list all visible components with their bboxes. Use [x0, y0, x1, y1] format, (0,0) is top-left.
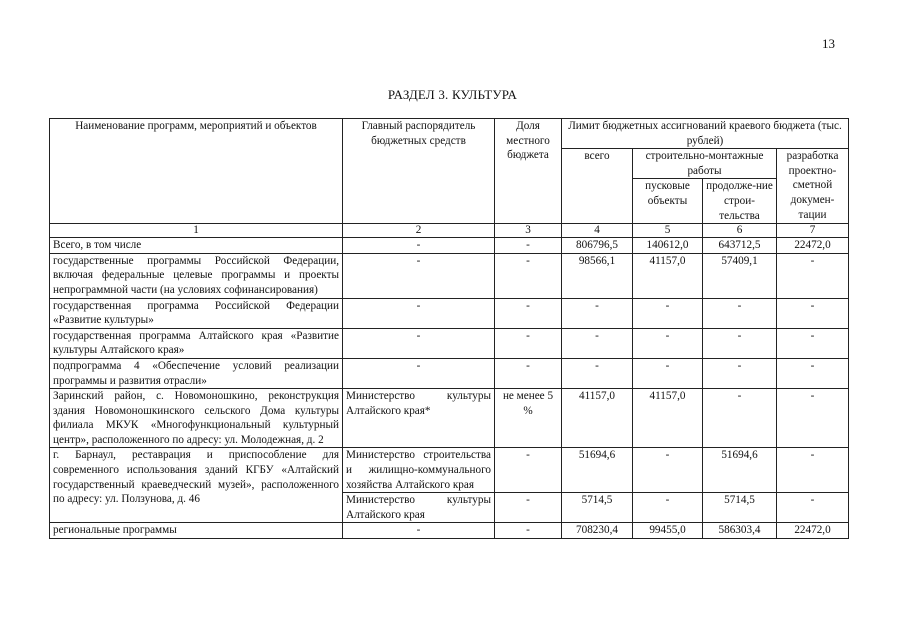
row-manager: Министерство культуры Алтайского края	[343, 493, 495, 523]
row-total: -	[562, 358, 633, 388]
row-design: -	[777, 298, 849, 328]
header-design: разработка проектно-сметной докумен-тации	[777, 149, 849, 224]
row-design: -	[777, 328, 849, 358]
row-manager: Министерство строительства и жилищно-коммунального хозяйства Алтайского края	[343, 448, 495, 493]
row-design: -	[777, 358, 849, 388]
row-local-share: -	[495, 358, 562, 388]
row-design: -	[777, 448, 849, 493]
header-continuing: продолже-ние строи-тельства	[703, 179, 777, 224]
row-name: региональные программы	[50, 523, 343, 539]
table-row	[50, 238, 849, 254]
row-design: 22472,0	[777, 523, 849, 539]
row-total: 708230,4	[562, 523, 633, 539]
row-design: 22472,0	[777, 238, 849, 254]
table-row	[50, 389, 849, 448]
row-name: государственные программы Российской Федерации, включая федеральные целевые программы и проекты непрограммной части (на условиях софинансирования)	[50, 253, 343, 298]
header-total: всего	[562, 149, 633, 224]
row-local-share: -	[495, 523, 562, 539]
column-number: 2	[343, 224, 495, 238]
row-design: -	[777, 389, 849, 448]
header-local-share: Доля местного бюджета	[495, 119, 562, 224]
column-number: 4	[562, 224, 633, 238]
row-continuing: 5714,5	[703, 493, 777, 523]
page-number: 13	[822, 36, 835, 51]
row-continuing: 51694,6	[703, 448, 777, 493]
row-manager: -	[343, 238, 495, 254]
row-local-share: не менее 5 %	[495, 389, 562, 448]
row-name: Всего, в том числе	[50, 238, 343, 254]
row-local-share: -	[495, 238, 562, 254]
row-design: -	[777, 493, 849, 523]
row-launch: 41157,0	[633, 389, 703, 448]
row-manager: -	[343, 253, 495, 298]
row-name: государственная программа Российской Федерации «Развитие культуры»	[50, 298, 343, 328]
row-total: 51694,6	[562, 448, 633, 493]
header-manager: Главный распорядитель бюджетных средств	[343, 119, 495, 224]
column-number: 6	[703, 224, 777, 238]
row-name: государственная программа Алтайского края «Развитие культуры Алтайского края»	[50, 328, 343, 358]
row-launch: -	[633, 358, 703, 388]
table-row	[50, 298, 849, 328]
row-design: -	[777, 253, 849, 298]
header-row-1	[50, 119, 849, 149]
row-launch: -	[633, 448, 703, 493]
row-continuing: 586303,4	[703, 523, 777, 539]
row-manager: Министерство культуры Алтайского края*	[343, 389, 495, 448]
table-row	[50, 448, 849, 493]
row-manager: -	[343, 523, 495, 539]
row-total: 5714,5	[562, 493, 633, 523]
column-number: 5	[633, 224, 703, 238]
row-total: 98566,1	[562, 253, 633, 298]
table-row	[50, 253, 849, 298]
row-continuing: 57409,1	[703, 253, 777, 298]
row-name: г. Барнаул, реставрация и приспособление для современного использования зданий КГБУ «Алтайский государственный краеведческий музей», расположенного по адресу: ул. Ползунова, д. 46	[50, 448, 343, 523]
row-continuing: 643712,5	[703, 238, 777, 254]
header-name: Наименование программ, мероприятий и объектов	[50, 119, 343, 224]
row-launch: -	[633, 328, 703, 358]
row-launch: 99455,0	[633, 523, 703, 539]
row-manager: -	[343, 328, 495, 358]
row-local-share: -	[495, 298, 562, 328]
row-total: -	[562, 298, 633, 328]
row-continuing: -	[703, 389, 777, 448]
header-limit: Лимит бюджетных ассигнований краевого бюджета (тыс. рублей)	[562, 119, 849, 149]
row-launch: -	[633, 298, 703, 328]
column-number-row	[50, 224, 849, 238]
row-manager: -	[343, 298, 495, 328]
column-number: 7	[777, 224, 849, 238]
row-launch: 41157,0	[633, 253, 703, 298]
row-total: 41157,0	[562, 389, 633, 448]
row-local-share: -	[495, 493, 562, 523]
row-continuing: -	[703, 328, 777, 358]
row-local-share: -	[495, 253, 562, 298]
row-continuing: -	[703, 358, 777, 388]
header-construction: строительно-монтажные работы	[633, 149, 777, 179]
table-row	[50, 358, 849, 388]
row-launch: 140612,0	[633, 238, 703, 254]
column-number: 3	[495, 224, 562, 238]
row-local-share: -	[495, 448, 562, 493]
row-total: -	[562, 328, 633, 358]
row-name: Заринский район, с. Новомоношкино, реконструкция здания Новомоношкинского сельского Дома культуры филиала МКУК «Многофункциональный культурный центр», расположенного по адресу: ул. Молодежная, д. 2	[50, 389, 343, 448]
row-local-share: -	[495, 328, 562, 358]
budget-table	[49, 118, 849, 539]
column-number: 1	[50, 224, 343, 238]
row-manager: -	[343, 358, 495, 388]
header-launch: пусковые объекты	[633, 179, 703, 224]
row-total: 806796,5	[562, 238, 633, 254]
row-name: подпрограмма 4 «Обеспечение условий реализации программы и развития отрасли»	[50, 358, 343, 388]
table-row	[50, 328, 849, 358]
row-continuing: -	[703, 298, 777, 328]
section-title: РАЗДЕЛ 3. КУЛЬТУРА	[387, 87, 518, 102]
row-launch: -	[633, 493, 703, 523]
table-row	[50, 523, 849, 539]
